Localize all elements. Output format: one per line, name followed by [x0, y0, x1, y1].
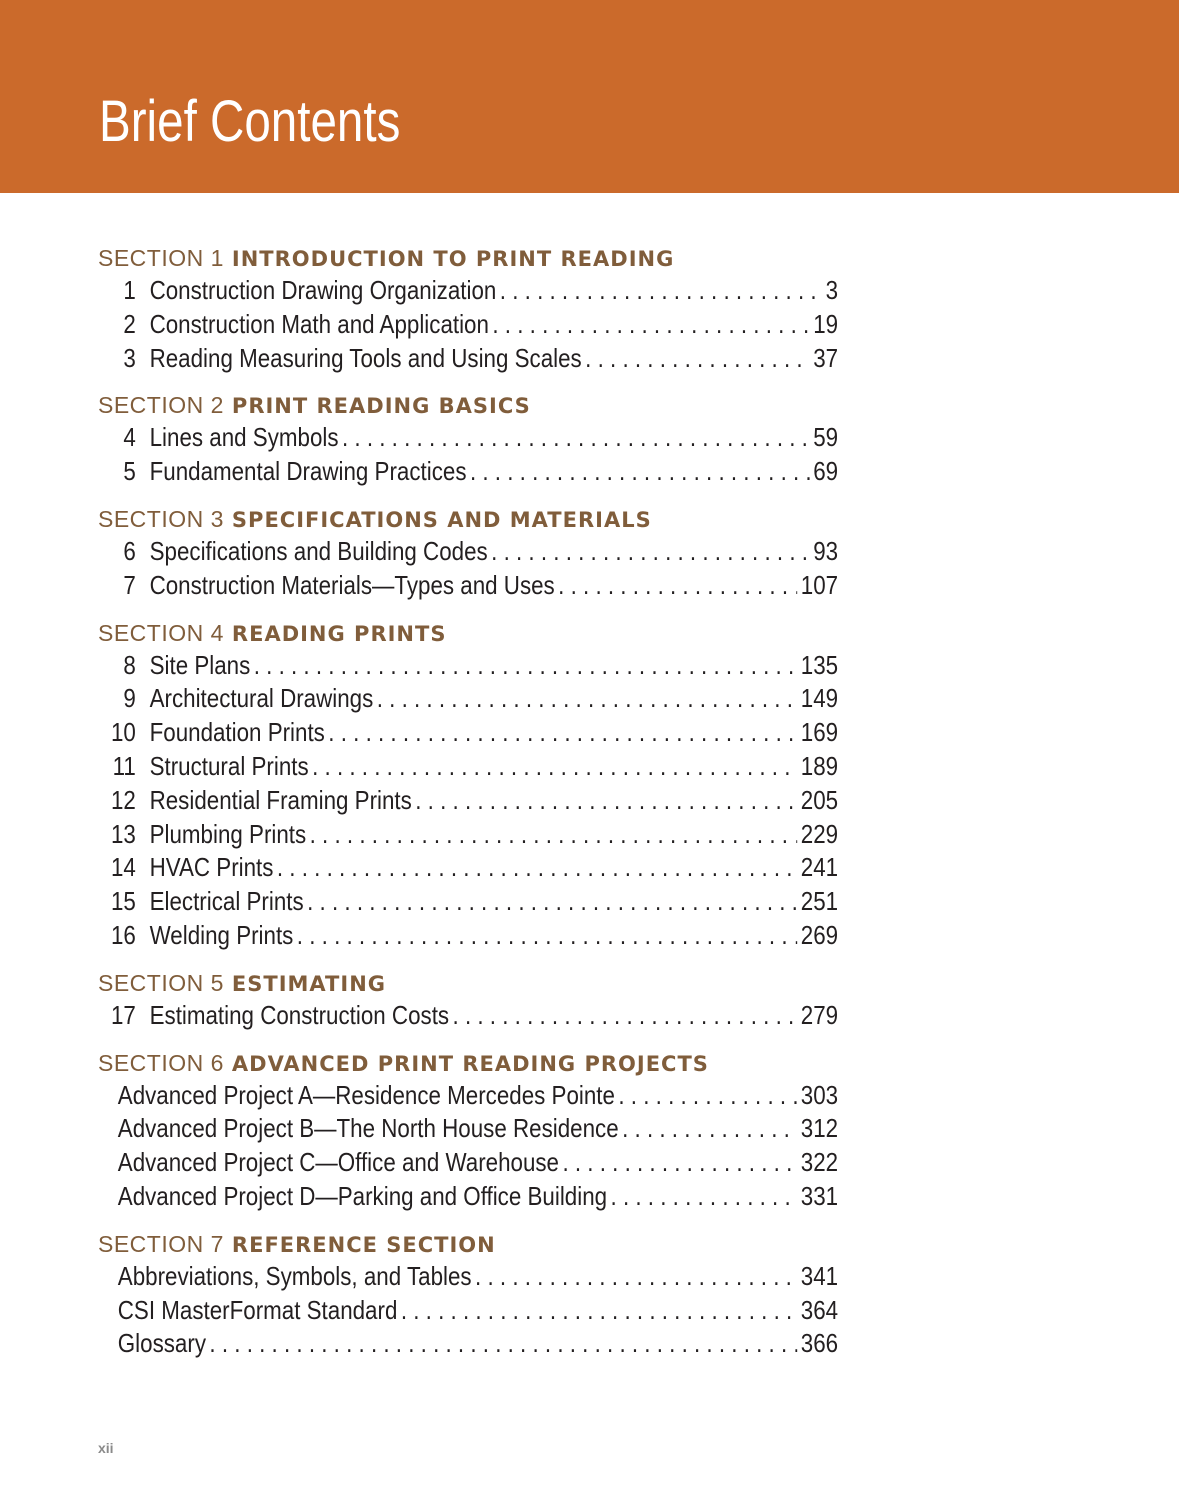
chapter-title: Fundamental Drawing Practices — [149, 456, 467, 487]
page-ref: 69 — [813, 456, 839, 487]
page-ref: 149 — [800, 683, 839, 714]
dot-leader — [491, 535, 810, 569]
toc-entry[interactable] — [98, 1294, 838, 1328]
page-number: xii — [98, 1440, 114, 1456]
section-label: SECTION 2 — [98, 392, 224, 419]
page-ref: 229 — [800, 818, 839, 849]
chapter-title: HVAC Prints — [149, 852, 274, 883]
chapter-number — [98, 1079, 118, 1113]
toc-entry[interactable] — [98, 1079, 838, 1113]
dot-leader — [209, 1327, 797, 1361]
chapter-title: Abbreviations, Symbols, and Tables — [117, 1260, 472, 1291]
page-ref: 169 — [800, 717, 839, 748]
chapter-title: Architectural Drawings — [149, 683, 374, 714]
chapter-title: Site Plans — [149, 649, 251, 680]
dot-leader — [377, 682, 798, 716]
chapter-title: Glossary — [117, 1328, 206, 1359]
toc-entry[interactable] — [98, 1146, 838, 1180]
toc-section — [98, 1228, 838, 1361]
toc-entry[interactable] — [98, 569, 838, 603]
table-of-contents — [98, 242, 838, 1375]
page-ref: 269 — [800, 919, 839, 950]
toc-section — [98, 389, 838, 489]
page-ref: 322 — [800, 1147, 839, 1178]
page-ref: 279 — [800, 999, 839, 1030]
toc-section — [98, 617, 838, 953]
chapter-title: Specifications and Building Codes — [149, 535, 488, 566]
toc-entry[interactable] — [98, 274, 838, 308]
section-title: REFERENCE SECTION — [231, 1232, 496, 1257]
toc-entry[interactable] — [98, 421, 838, 455]
chapter-number: 9 — [123, 683, 136, 714]
toc-entry[interactable] — [98, 1327, 838, 1361]
toc-entry[interactable] — [98, 1112, 838, 1146]
page-ref: 366 — [800, 1328, 839, 1359]
chapter-number: 8 — [123, 649, 136, 680]
page-ref: 241 — [800, 852, 839, 883]
dot-leader — [500, 274, 822, 308]
toc-section — [98, 967, 838, 1033]
toc-entry[interactable] — [98, 1260, 838, 1294]
header-banner — [0, 0, 1179, 193]
chapter-number — [98, 1327, 118, 1361]
chapter-title: Construction Materials—Types and Uses — [149, 569, 555, 600]
dot-leader — [470, 455, 810, 489]
chapter-number: 12 — [110, 784, 136, 815]
chapter-title: Advanced Project A—Residence Mercedes Pointe — [117, 1079, 615, 1110]
section-label: SECTION 7 — [98, 1230, 224, 1257]
page-ref: 59 — [813, 422, 839, 453]
chapter-number: 3 — [123, 342, 136, 373]
toc-entry[interactable] — [98, 1180, 838, 1214]
section-title: INTRODUCTION TO PRINT READING — [231, 247, 675, 271]
toc-section — [98, 1047, 838, 1214]
dot-leader — [312, 750, 797, 784]
chapter-number — [98, 1260, 118, 1294]
toc-entry[interactable] — [98, 455, 838, 489]
chapter-number: 16 — [110, 919, 136, 950]
section-title: SPECIFICATIONS AND MATERIALS — [231, 507, 652, 532]
dot-leader — [622, 1112, 797, 1146]
toc-entry[interactable] — [98, 535, 838, 569]
chapter-number: 5 — [123, 456, 136, 487]
toc-entry[interactable] — [98, 682, 838, 716]
page-ref: 107 — [800, 569, 839, 600]
chapter-number — [98, 1112, 118, 1146]
chapter-title: Advanced Project B—The North House Residence — [117, 1113, 619, 1144]
dot-leader — [415, 784, 797, 818]
toc-entry[interactable] — [98, 716, 838, 750]
section-title: ADVANCED PRINT READING PROJECTS — [231, 1051, 709, 1076]
dot-leader — [492, 308, 809, 342]
section-label: SECTION 5 — [98, 969, 224, 996]
dot-leader — [277, 851, 797, 885]
page-ref: 205 — [800, 784, 839, 815]
toc-entry[interactable] — [98, 649, 838, 683]
chapter-number: 2 — [123, 308, 136, 339]
section-heading — [98, 967, 838, 999]
page-ref: 37 — [813, 342, 839, 373]
chapter-title: Electrical Prints — [149, 886, 304, 917]
section-heading — [98, 1047, 838, 1079]
page-ref: 93 — [813, 535, 839, 566]
toc-entry[interactable] — [98, 919, 838, 953]
chapter-number: 1 — [123, 275, 136, 305]
chapter-number: 15 — [110, 886, 136, 917]
page-ref: 251 — [800, 886, 839, 917]
page-ref: 303 — [800, 1079, 839, 1110]
page-ref: 19 — [813, 308, 839, 339]
chapter-title: Welding Prints — [149, 919, 294, 950]
toc-entry[interactable] — [98, 308, 838, 342]
section-heading — [98, 1228, 838, 1260]
chapter-title: Estimating Construction Costs — [149, 999, 450, 1030]
page-title: Brief Contents — [99, 89, 401, 154]
page-ref: 3 — [825, 275, 839, 305]
chapter-number: 4 — [123, 422, 136, 453]
chapter-number: 17 — [110, 999, 136, 1030]
section-heading — [98, 242, 838, 274]
section-heading — [98, 389, 838, 421]
chapter-title: Structural Prints — [149, 750, 309, 781]
dot-leader — [618, 1079, 797, 1113]
page-ref: 135 — [800, 649, 839, 680]
dot-leader — [611, 1180, 798, 1214]
dot-leader — [475, 1260, 797, 1294]
toc-entry[interactable] — [98, 999, 838, 1033]
dot-leader — [453, 999, 798, 1033]
chapter-number: 6 — [123, 535, 136, 566]
section-label: SECTION 1 — [98, 245, 224, 271]
chapter-title: Advanced Project D—Parking and Office Building — [117, 1180, 608, 1211]
page-ref: 312 — [800, 1113, 839, 1144]
dot-leader — [562, 1146, 797, 1180]
section-heading — [98, 617, 838, 649]
dot-leader — [585, 342, 810, 376]
toc-entry[interactable] — [98, 750, 838, 784]
chapter-title: Construction Drawing Organization — [149, 275, 497, 305]
chapter-number: 11 — [112, 750, 136, 781]
page-ref: 189 — [800, 750, 839, 781]
section-label: SECTION 3 — [98, 505, 224, 532]
toc-entry[interactable] — [98, 342, 838, 376]
chapter-number: 10 — [110, 717, 136, 748]
dot-leader — [254, 649, 798, 683]
chapter-number — [98, 1294, 118, 1328]
chapter-number — [98, 1180, 118, 1214]
dot-leader — [558, 569, 797, 603]
toc-entry[interactable] — [98, 885, 838, 919]
section-label: SECTION 4 — [98, 619, 224, 646]
page-ref: 341 — [800, 1260, 839, 1291]
chapter-title: Residential Framing Prints — [149, 784, 412, 815]
toc-entry[interactable] — [98, 818, 838, 852]
toc-entry[interactable] — [98, 851, 838, 885]
chapter-number: 14 — [110, 852, 136, 883]
section-title: PRINT READING BASICS — [231, 394, 531, 419]
toc-entry[interactable] — [98, 784, 838, 818]
chapter-title: CSI MasterFormat Standard — [117, 1294, 398, 1325]
chapter-title: Reading Measuring Tools and Using Scales — [149, 342, 582, 373]
chapter-number: 13 — [110, 818, 136, 849]
chapter-number — [98, 1146, 118, 1180]
page-ref: 331 — [800, 1180, 839, 1211]
chapter-title: Construction Math and Application — [149, 308, 489, 339]
dot-leader — [328, 716, 797, 750]
dot-leader — [342, 421, 810, 455]
toc-section — [98, 242, 838, 375]
chapter-title: Foundation Prints — [149, 717, 325, 748]
dot-leader — [310, 818, 798, 852]
section-heading — [98, 503, 838, 535]
chapter-title: Advanced Project C—Office and Warehouse — [117, 1147, 560, 1178]
dot-leader — [401, 1294, 798, 1328]
dot-leader — [297, 919, 798, 953]
chapter-title: Lines and Symbols — [149, 422, 339, 453]
page-ref: 364 — [800, 1294, 839, 1325]
chapter-title: Plumbing Prints — [149, 818, 307, 849]
section-label: SECTION 6 — [98, 1049, 224, 1076]
dot-leader — [307, 885, 797, 919]
section-title: READING PRINTS — [231, 621, 447, 646]
section-title: ESTIMATING — [231, 971, 386, 996]
chapter-number: 7 — [123, 569, 136, 600]
toc-section — [98, 503, 838, 603]
